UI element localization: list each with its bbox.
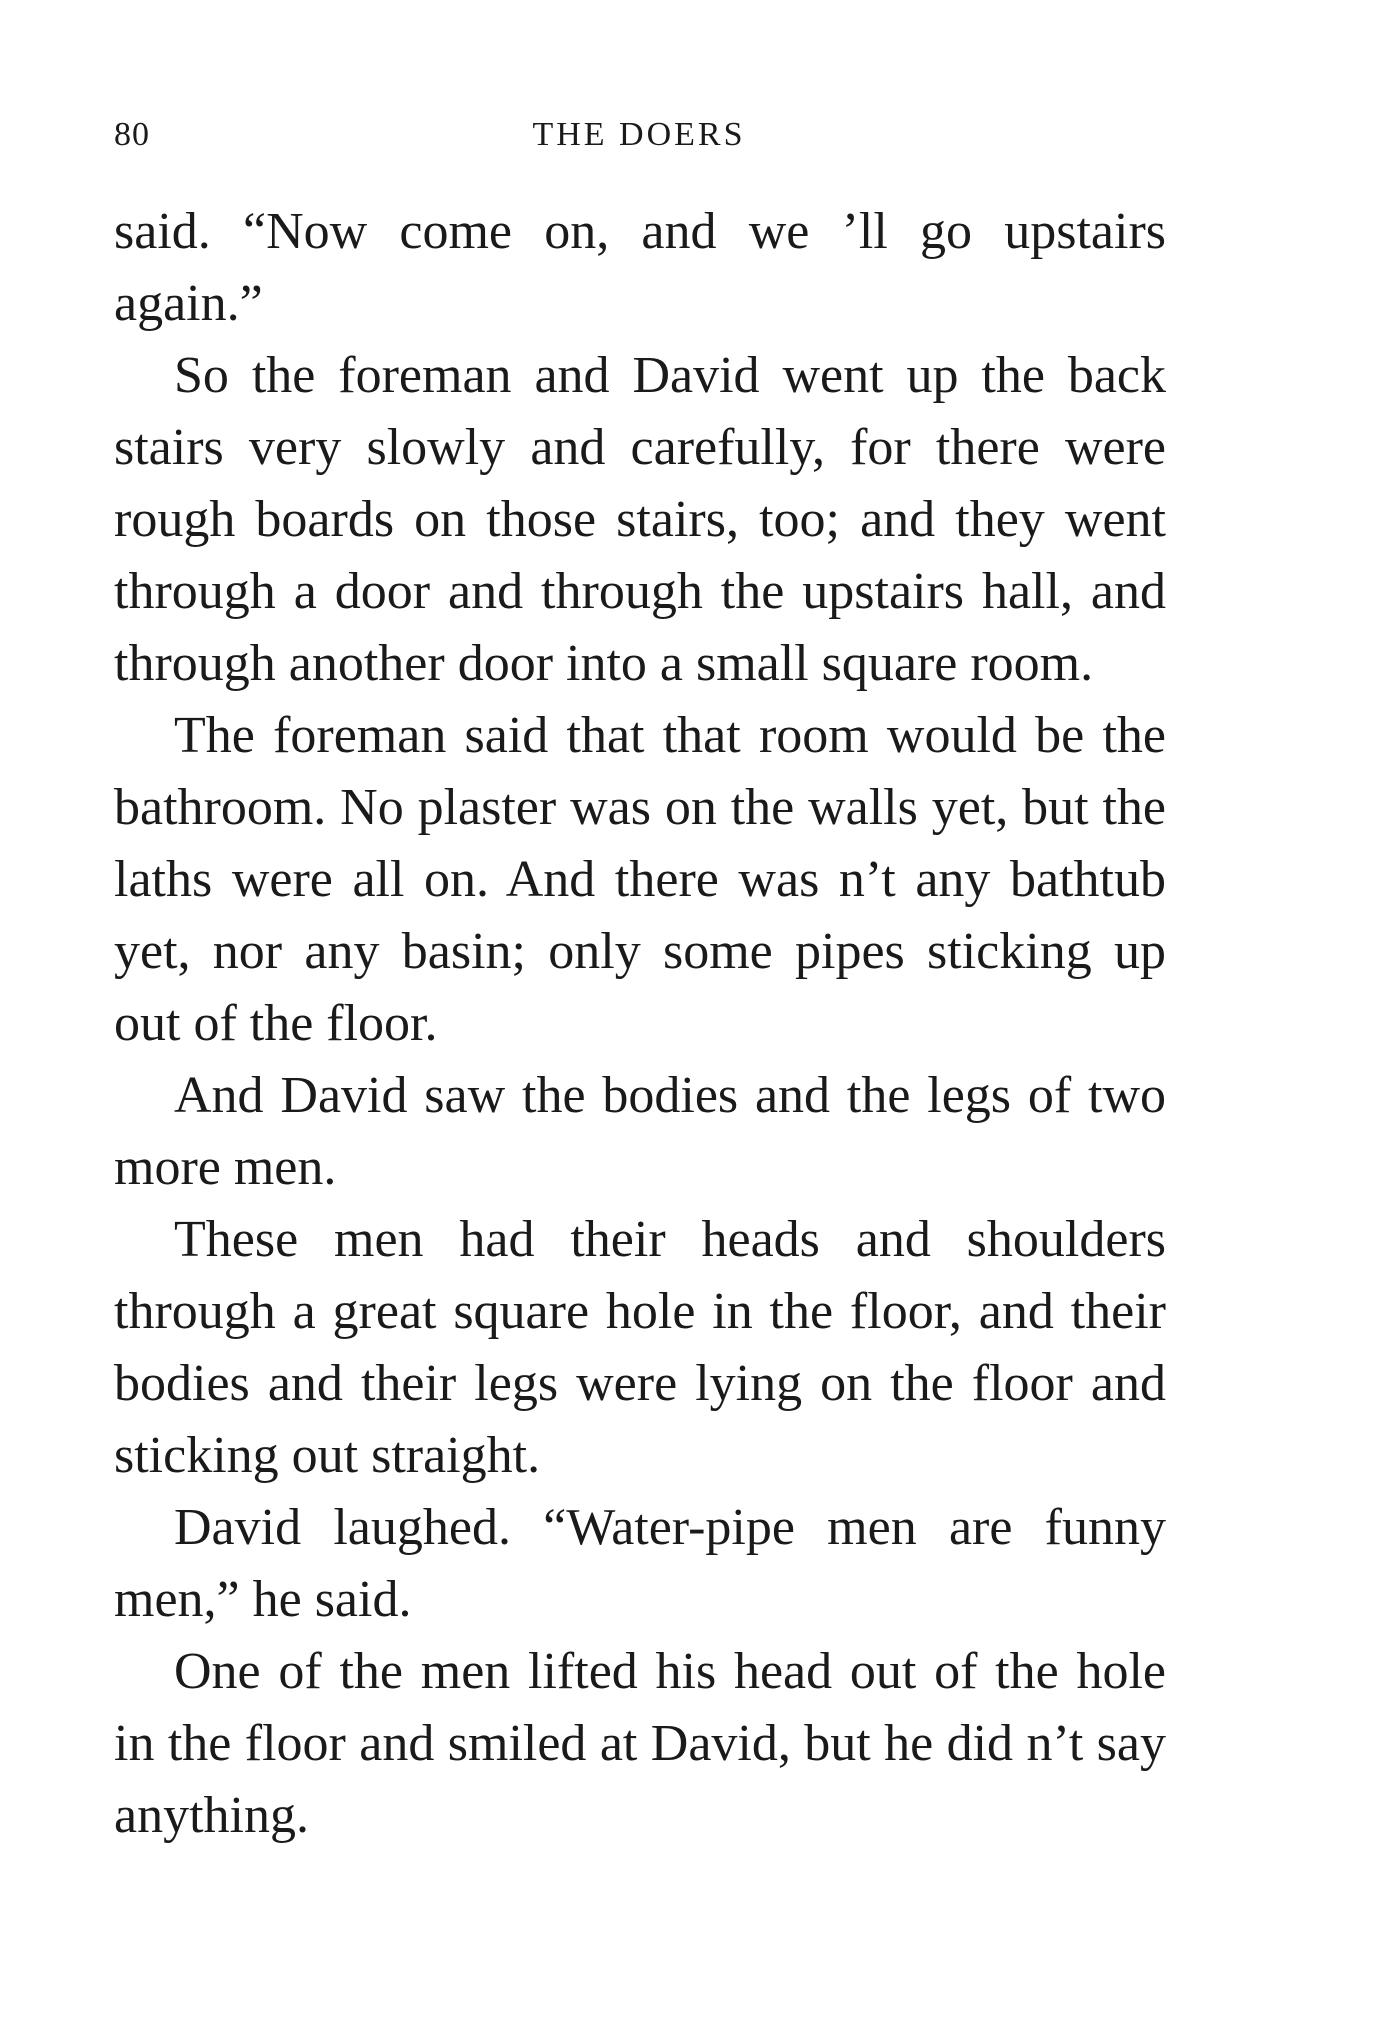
paragraph: These men had their heads and shoulders through a great square hole in the floor, and their bodies and their legs were lying on the floor and sticking out straight. xyxy=(114,1211,1166,1484)
paragraph: One of the men lifted his head out of the hole in the floor and smiled at David, but he did n’t say anything. xyxy=(114,1643,1166,1844)
running-head: THE DOERS xyxy=(532,116,746,153)
paragraph-continuation: said. “Now come on, and we ’ll go upstairs again.” xyxy=(114,203,1166,332)
page-number: 80 xyxy=(114,116,150,153)
body-text xyxy=(114,196,1166,1852)
paragraph: David laughed. “Water-pipe men are funny men,” he said. xyxy=(114,1499,1166,1628)
page-header xyxy=(114,116,1164,166)
paragraph: And David saw the bodies and the legs of two more men. xyxy=(114,1067,1166,1196)
paragraph: So the foreman and David went up the back stairs very slowly and carefully, for there were rough boards on those stairs, too; and they went through a door and through the upstairs hall, and through another door into a small square room. xyxy=(114,347,1166,692)
paragraph: The foreman said that that room would be the bathroom. No plaster was on the walls yet, but the laths were all on. And there was n’t any bathtub yet, nor any basin; only some pipes sticking up out of the floor. xyxy=(114,707,1166,1052)
